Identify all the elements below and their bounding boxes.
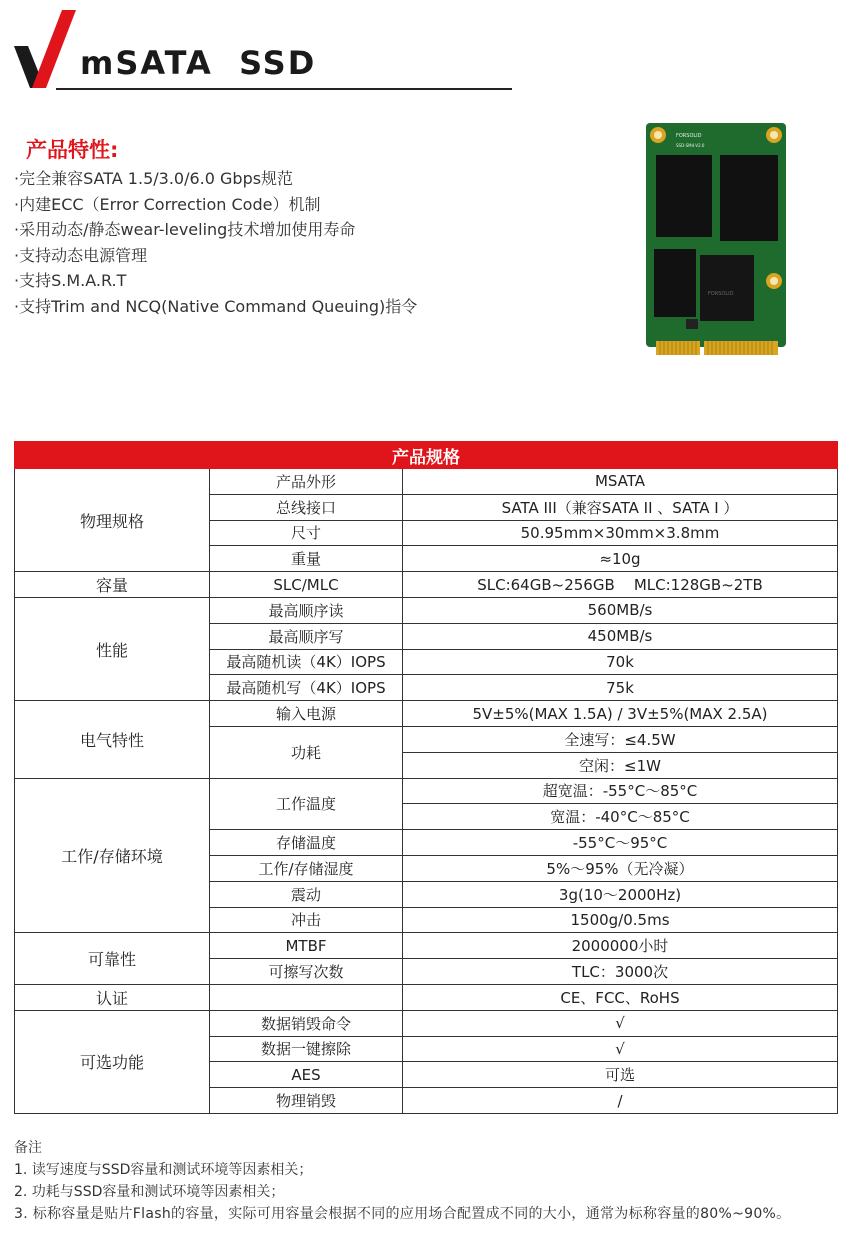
feature-item: ·支持S.M.A.R.T <box>14 271 127 290</box>
row-value: CE、FCC、RoHS <box>403 984 838 1010</box>
row-label: 工作/存储湿度 <box>210 855 403 881</box>
row-value: MSATA <box>403 469 838 495</box>
row-value: 75k <box>403 675 838 701</box>
row-label: 可擦写次数 <box>210 959 403 985</box>
row-label: 震动 <box>210 881 403 907</box>
table-row <box>15 597 838 623</box>
row-value: 宽温：-40°C～85°C <box>403 804 838 830</box>
note-item: 3. 标称容量是贴片Flash的容量，实际可用容量会根据不同的应用场合配置成不同的大小，通常为标称容量的80%~90%。 <box>14 1206 791 1222</box>
title-underline <box>56 88 512 90</box>
feature-item: ·采用动态/静态wear-leveling技术增加使用寿命 <box>14 220 356 239</box>
row-label: MTBF <box>210 933 403 959</box>
table-row <box>15 701 838 727</box>
table-row <box>15 984 838 1010</box>
row-value: 空闲：≤1W <box>403 752 838 778</box>
note-item: 1. 读写速度与SSD容量和测试环境等因素相关； <box>14 1162 313 1178</box>
row-label: 输入电源 <box>210 701 403 727</box>
row-value: 70k <box>403 649 838 675</box>
row-value: 450MB/s <box>403 623 838 649</box>
msata-board-image <box>646 123 786 359</box>
row-value: -55°C～95°C <box>403 830 838 856</box>
row-label: 存储温度 <box>210 830 403 856</box>
row-value: SATA III（兼容SATA II 、SATA I ） <box>403 494 838 520</box>
row-label: 产品外形 <box>210 469 403 495</box>
table-row <box>15 469 838 495</box>
group-capacity: 容量 <box>15 572 210 598</box>
row-value: 560MB/s <box>403 597 838 623</box>
row-value: SLC:64GB~256GB MLC:128GB~2TB <box>403 572 838 598</box>
row-value: ≈10g <box>403 546 838 572</box>
features-list <box>14 166 417 319</box>
row-value: 全速写：≤4.5W <box>403 726 838 752</box>
board-brand-text: FORSOLID <box>676 133 702 139</box>
row-label: 冲击 <box>210 907 403 933</box>
table-row <box>15 778 838 804</box>
row-label: 重量 <box>210 546 403 572</box>
row-label: 功耗 <box>210 726 403 778</box>
row-value: √ <box>403 1036 838 1062</box>
row-label: 尺寸 <box>210 520 403 546</box>
row-label: 最高随机读（4K）IOPS <box>210 649 403 675</box>
table-row <box>15 1010 838 1036</box>
feature-item: ·支持动态电源管理 <box>14 245 148 265</box>
feature-item: ·支持Trim and NCQ(Native Command Queuing)指令 <box>14 296 418 316</box>
feature-item: ·完全兼容SATA 1.5/3.0/6.0 Gbps规范 <box>14 169 294 188</box>
spec-table <box>14 441 838 1114</box>
row-value: 5%～95%（无冷凝） <box>403 855 838 881</box>
row-label: 数据一键擦除 <box>210 1036 403 1062</box>
row-label: 最高顺序读 <box>210 597 403 623</box>
notes-title: 备注 <box>14 1140 42 1156</box>
row-value: 3g(10～2000Hz) <box>403 881 838 907</box>
row-value: 2000000小时 <box>403 933 838 959</box>
row-label: AES <box>210 1062 403 1088</box>
row-label <box>210 984 403 1010</box>
group-reliability: 可靠性 <box>15 933 210 985</box>
row-label: 数据销毁命令 <box>210 1010 403 1036</box>
page-title: mSATA SSD <box>80 44 317 82</box>
table-row <box>15 572 838 598</box>
features-heading: 产品特性: <box>26 138 119 162</box>
board-chip-text: FORSOLID <box>708 291 734 297</box>
row-value: TLC：3000次 <box>403 959 838 985</box>
brand-logo-icon <box>12 8 82 90</box>
row-label: SLC/MLC <box>210 572 403 598</box>
table-row <box>15 933 838 959</box>
row-value: / <box>403 1088 838 1114</box>
row-label: 总线接口 <box>210 494 403 520</box>
feature-item: ·内建ECC（Error Correction Code）机制 <box>14 194 321 214</box>
row-label: 工作温度 <box>210 778 403 830</box>
row-label: 最高顺序写 <box>210 623 403 649</box>
note-item: 2. 功耗与SSD容量和测试环境等因素相关； <box>14 1184 285 1200</box>
row-value: 超宽温：-55°C～85°C <box>403 778 838 804</box>
row-value: 1500g/0.5ms <box>403 907 838 933</box>
group-electrical: 电气特性 <box>15 701 210 778</box>
row-value: 50.95mm×30mm×3.8mm <box>403 520 838 546</box>
row-label: 物理销毁 <box>210 1088 403 1114</box>
notes <box>14 1137 840 1225</box>
row-value: √ <box>403 1010 838 1036</box>
group-optional: 可选功能 <box>15 1010 210 1113</box>
row-label: 最高随机写（4K）IOPS <box>210 675 403 701</box>
group-performance: 性能 <box>15 597 210 700</box>
spec-table-title: 产品规格 <box>15 442 838 469</box>
group-certification: 认证 <box>15 984 210 1010</box>
row-value: 5V±5%(MAX 1.5A) / 3V±5%(MAX 2.5A) <box>403 701 838 727</box>
group-physical: 物理规格 <box>15 469 210 572</box>
group-environment: 工作/存储环境 <box>15 778 210 933</box>
board-model-text: SSD-SM4-V2.0 <box>676 143 705 148</box>
row-value: 可选 <box>403 1062 838 1088</box>
